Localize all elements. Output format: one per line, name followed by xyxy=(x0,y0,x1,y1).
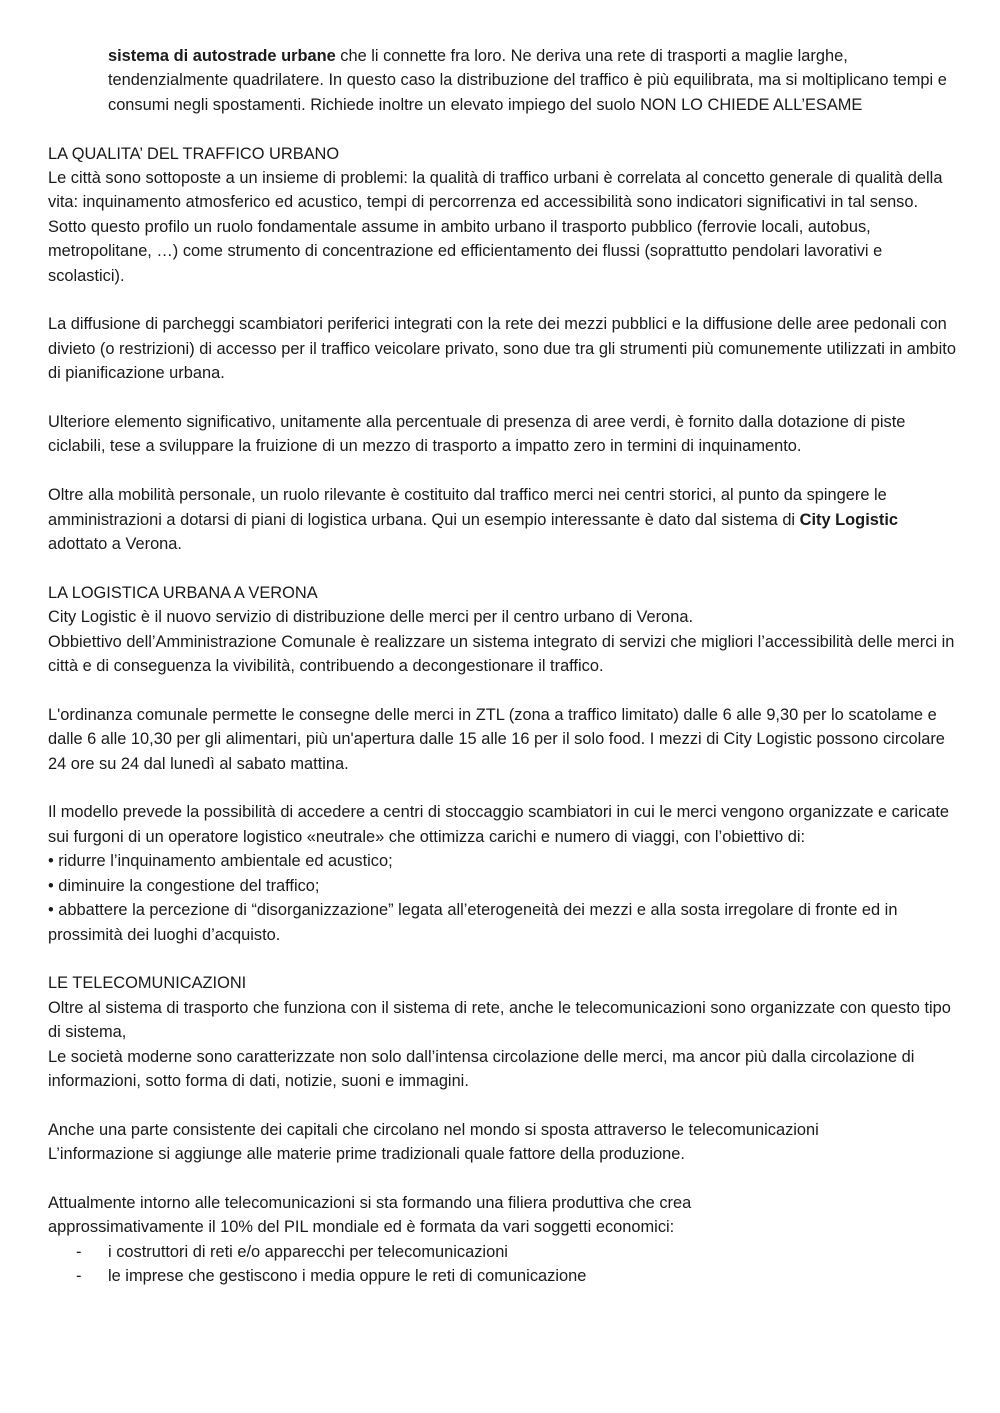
qualita-paragraph-2: La diffusione di parcheggi scambiatori periferici integrati con la rete dei mezzi pubblici e la diffusione delle aree pedonali con divieto (o restrizioni) di accesso per il traffico veicolare privato, sono due tra gli strumenti più comunemente utilizzati in ambito di pianificazione urbana. xyxy=(48,315,956,383)
telecom-paragraph-2b: L’informazione si aggiunge alle materie prime tradizionali quale fattore della produzione. xyxy=(48,1145,685,1164)
telecom-paragraph-2a: Anche una parte consistente dei capitali che circolano nel mondo si sposta attraverso le telecomunicazioni xyxy=(48,1120,819,1139)
list-item: • ridurre l’inquinamento ambientale ed acustico; xyxy=(48,852,393,871)
telecom-paragraph-3b: approssimativamente il 10% del PIL mondiale ed è formata da vari soggetti economici: xyxy=(48,1218,675,1237)
list-item: • diminuire la congestione del traffico; xyxy=(48,876,320,895)
section-heading-telecom: LE TELECOMUNICAZIONI xyxy=(48,974,247,993)
document-page xyxy=(48,44,958,1289)
telecom-line-1: Oltre al sistema di trasporto che funziona con il sistema di rete, anche le telecomunicazioni sono organizzate con questo tipo di sistema, xyxy=(48,998,951,1042)
list-item-text: le imprese che gestiscono i media oppure le reti di comunicazione xyxy=(108,1267,587,1286)
qualita-paragraph-3: Ulteriore elemento significativo, unitamente alla percentuale di presenza di aree verdi, è fornito dalla dotazione di piste ciclabili, tese a sviluppare la fruizione di un mezzo di trasporto a impatto zero in termini di inquinamento. xyxy=(48,413,906,456)
qualita-paragraph-4 xyxy=(48,483,958,556)
intro-text: che li connette fra loro. Ne deriva una rete di trasporti a maglie larghe, tendenzialmente quadrilatere. In questo caso la distribuzione del traffico è più equilibrata, ma si moltiplicano tempi e consumi negli spostamenti. Richiede inoltre un elevato impiego del suolo NON LO CHIEDE ALL’ESAME xyxy=(108,47,947,114)
qualita-p4-text-after: adottato a Verona. xyxy=(48,535,182,554)
list-item-text: i costruttori di reti e/o apparecchi per telecomunicazioni xyxy=(108,1242,508,1261)
intro-paragraph xyxy=(48,44,958,117)
verona-line-2: Obbiettivo dell’Amministrazione Comunale è realizzare un sistema integrato di servizi che migliori l’accessibilità delle merci in città e di conseguenza la vivibilità, contribuendo a decongestionare il traffico. xyxy=(48,632,955,676)
verona-paragraph-3: Il modello prevede la possibilità di accedere a centri di stoccaggio scambiatori in cui le merci vengono organizzate e caricate sui furgoni di un operatore logistico «neutrale» che ottimizza carichi e numero di viaggi, con l’obiettivo di: xyxy=(48,803,950,846)
intro-bold-term: sistema di autostrade urbane xyxy=(108,47,336,65)
qualita-p4-text-before: Oltre alla mobilità personale, un ruolo rilevante è costituito dal traffico merci nei centri storici, al punto da spingere le amministrazioni a dotarsi di piani di logistica urbana. Qui un esempio interessante è dato dal sistema di xyxy=(48,486,887,529)
dash-marker: - xyxy=(76,1242,82,1261)
section-heading-verona: LA LOGISTICA URBANA A VERONA xyxy=(48,583,318,602)
telecom-line-2: Le società moderne sono caratterizzate non solo dall’intensa circolazione delle merci, ma ancor più dalla circolazione di informazioni, sotto forma di dati, notizie, suoni e immagini. xyxy=(48,1047,915,1090)
telecom-paragraph-3a: Attualmente intorno alle telecomunicazioni si sta formando una filiera produttiva che crea xyxy=(48,1193,692,1212)
section-heading-qualita: LA QUALITA’ DEL TRAFFICO URBANO xyxy=(48,144,340,163)
qualita-paragraph-1: Le città sono sottoposte a un insieme di problemi: la qualità di traffico urbani è correlata al concetto generale di qualità della vita: inquinamento atmosferico ed acustico, tempi di percorrenza ed accessibilità sono indicatori significativi in tal senso. Sotto questo profilo un ruolo fondamentale assume in ambito urbano il trasporto pubblico (ferrovie locali, autobus, metropolitane, …) come strumento di concentrazione ed efficientamento dei flussi (soprattutto pendolari lavorativi e scolastici). xyxy=(48,169,943,285)
telecom-dash-list xyxy=(48,1240,958,1289)
list-item xyxy=(48,1240,958,1264)
city-logistic-bold: City Logistic xyxy=(799,510,898,529)
verona-paragraph-2: L'ordinanza comunale permette le consegne delle merci in ZTL (zona a traffico limitato) dalle 6 alle 9,30 per lo scatolame e dalle 6 alle 10,30 per gli alimentari, più un'apertura dalle 15 alle 16 per il solo food. I mezzi di City Logistic possono circolare 24 ore su 24 dal lunedì al sabato mattina. xyxy=(48,705,945,773)
list-item xyxy=(48,1264,958,1288)
dash-marker: - xyxy=(76,1267,82,1286)
list-item: • abbattere la percezione di “disorganizzazione” legata all’eterogeneità dei mezzi e alla sosta irregolare di fronte ed in prossimità dei luoghi d’acquisto. xyxy=(48,901,898,944)
verona-line-1: City Logistic è il nuovo servizio di distribuzione delle merci per il centro urbano di Verona. xyxy=(48,608,694,627)
verona-bullet-list xyxy=(48,849,958,947)
